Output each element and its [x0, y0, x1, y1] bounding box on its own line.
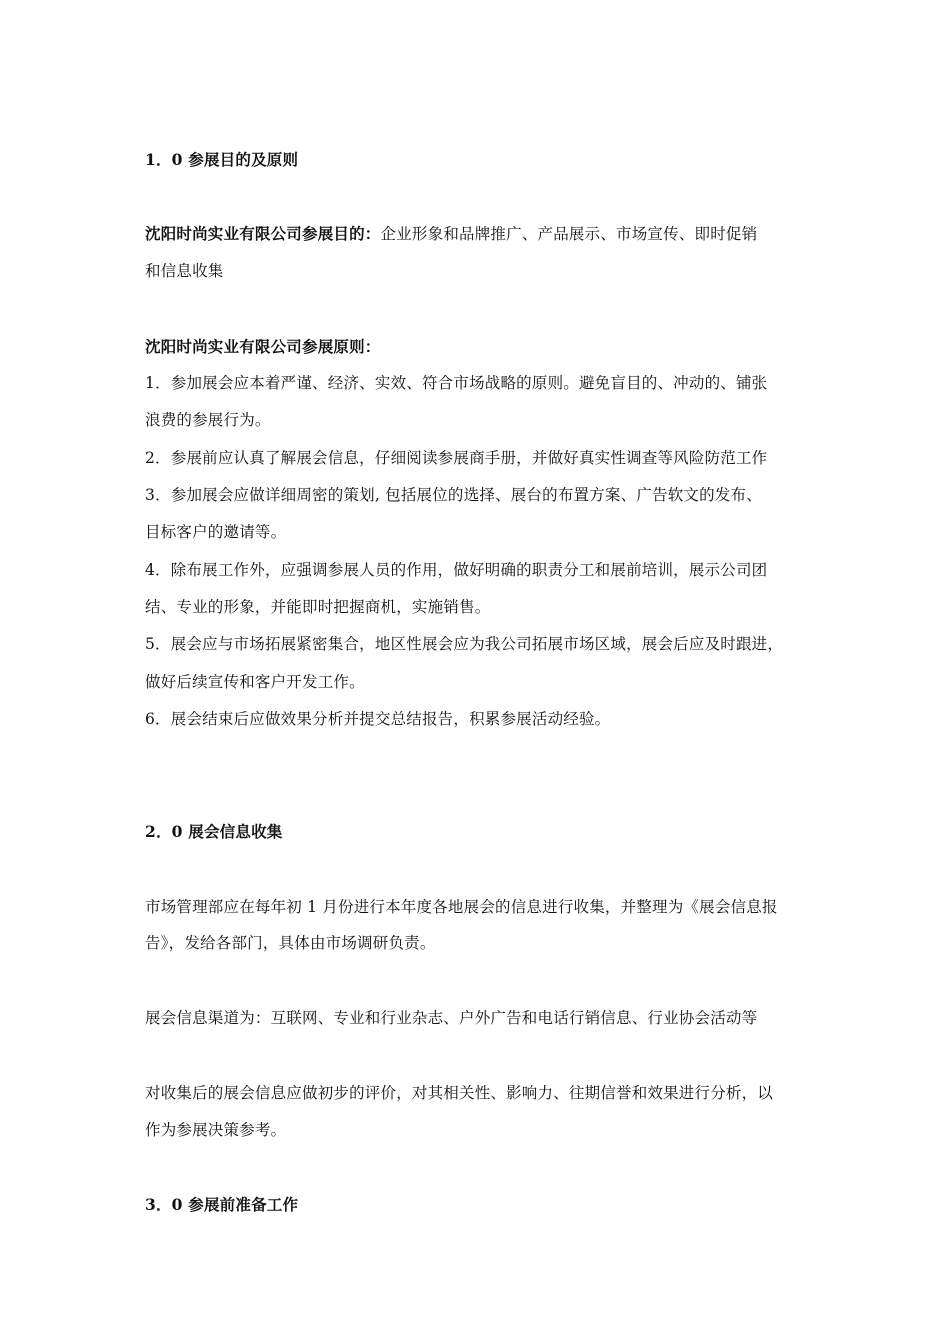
principle-item-3-line-2: 目标客户的邀请等。: [145, 523, 287, 541]
purpose-paragraph-line-2: 和信息收集: [145, 262, 224, 280]
section-3-heading: 3．0 参展前准备工作: [145, 1195, 299, 1214]
principle-item-5-line-2: 做好后续宣传和客户开发工作。: [145, 673, 365, 691]
principle-item-5-line-1: 5．展会应与市场拓展紧密集合，地区性展会应为我公司拓展市场区域，展会后应及时跟进，: [145, 635, 784, 653]
principle-item-3-line-1: 3．参加展会应做详细周密的策划, 包括展位的选择、展台的布置方案、广告软文的发布、: [145, 486, 762, 504]
purpose-paragraph-line-1: [145, 224, 807, 244]
principle-item-1-line-1: 1．参加展会应本着严谨、经济、实效、符合市场战略的原则。避免盲目的、冲动的、铺张: [145, 374, 768, 392]
info-collection-paragraph-line-2: 告》，发给各部门，具体由市场调研负责。: [145, 934, 436, 952]
info-evaluation-paragraph-line-1: 对收集后的展会信息应做初步的评价，对其相关性、影响力、往期信誉和效果进行分析，以: [145, 1084, 774, 1102]
section-2-heading: 2．0 展会信息收集: [145, 822, 283, 841]
info-evaluation-paragraph-line-2: 作为参展决策参考。: [145, 1121, 287, 1139]
info-channels-paragraph: 展会信息渠道为：互联网、专业和行业杂志、户外广告和电话行销信息、行业协会活动等: [145, 1009, 758, 1027]
info-collection-paragraph-line-1: 市场管理部应在每年初 1 月份进行本年度各地展会的信息进行收集，并整理为《展会信息报: [145, 898, 778, 916]
principle-item-2-line-1: 2．参展前应认真了解展会信息，仔细阅读参展商手册，并做好真实性调查等风险防范工作: [145, 449, 768, 467]
principle-item-4-line-1: 4．除布展工作外，应强调参展人员的作用，做好明确的职责分工和展前培训，展示公司团: [145, 561, 768, 579]
purpose-label: 沈阳时尚实业有限公司参展目的：: [145, 224, 381, 243]
principle-item-4-line-2: 结、专业的形象，并能即时把握商机，实施销售。: [145, 598, 491, 616]
section-1-heading: 1．0 参展目的及原则: [145, 150, 299, 169]
principle-item-1-line-2: 浪费的参展行为。: [145, 411, 271, 429]
principle-label: 沈阳时尚实业有限公司参展原则：: [145, 337, 381, 356]
principle-item-6-line-1: 6．展会结束后应做效果分析并提交总结报告，积累参展活动经验。: [145, 710, 611, 728]
purpose-text: 企业形象和品牌推广、产品展示、市场宣传、即时促销: [380, 225, 758, 243]
